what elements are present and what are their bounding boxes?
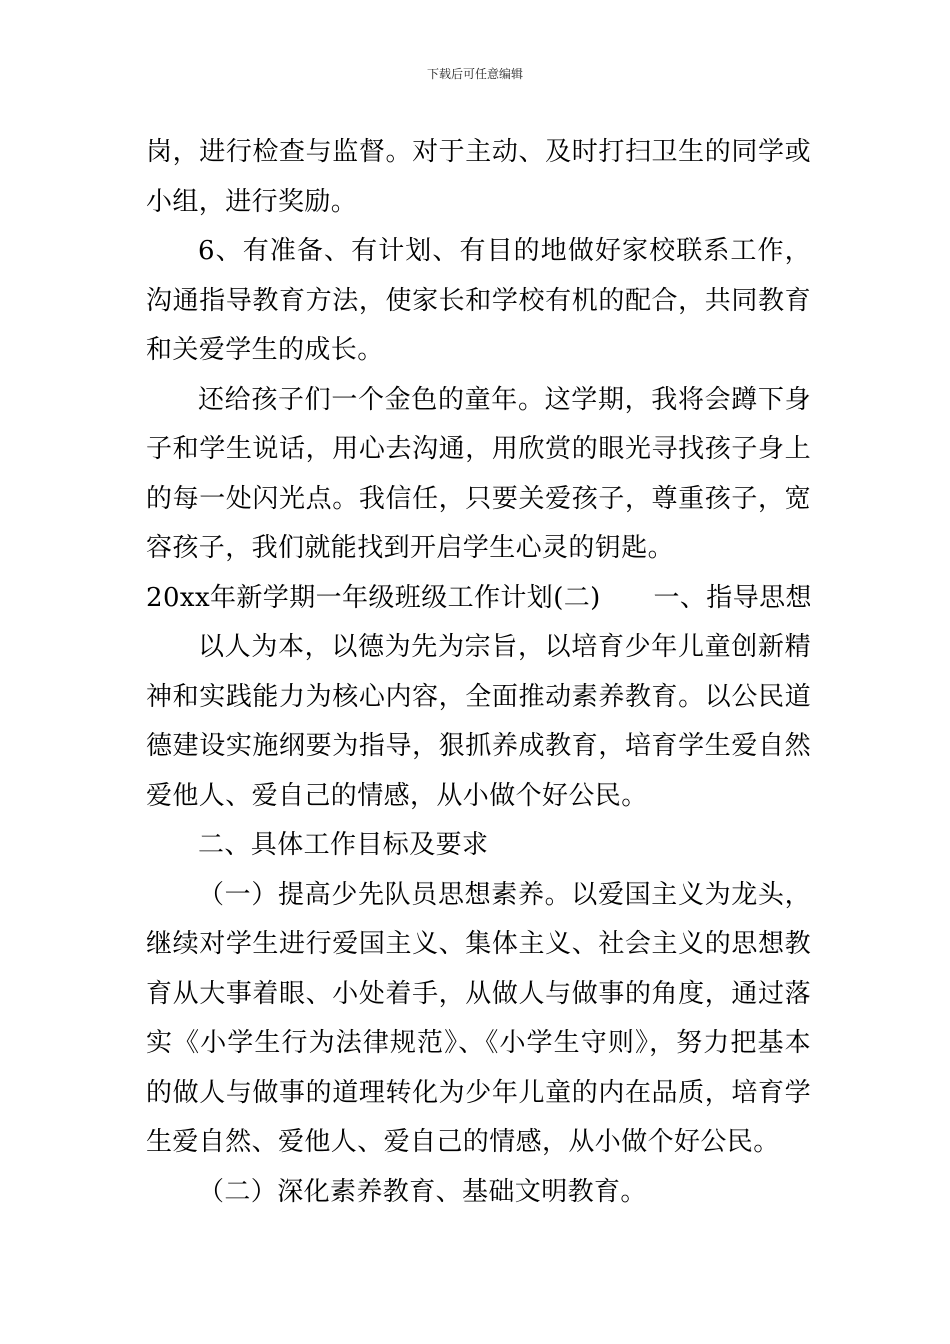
paragraph-goal-2: （二）深化素养教育、基础文明教育。	[198, 1176, 647, 1207]
document-body	[146, 128, 811, 1217]
section-title-line: 20xx年新学期一年级班级工作计划(二) 一、指导思想	[146, 582, 812, 613]
page-header: 下载后可任意编辑	[426, 67, 523, 81]
paragraph-3: 还给孩子们一个金色的童年。这学期，我将会蹲下身子和学生说话，用心去沟通，用欣赏的眼光寻找孩子身上的每一处闪光点。我信任，只要关爱孩子，尊重孩子，宽容孩子，我们就能找到开启学生心灵的钥匙。	[146, 384, 811, 563]
paragraph-goal-1: （一）提高少先队员思想素养。以爱国主义为龙头，继续对学生进行爱国主义、集体主义、社会主义的思想教育从大事着眼、小处着手，从做人与做事的角度，通过落实《小学生行为法律规范》、《小学生守则》，努力把基本的做人与做事的道理转化为少年儿童的内在品质，培育学生爱自然、爱他人、爱自己的情感，从小做个好公民。	[146, 879, 811, 1157]
paragraph-1: 岗，进行检查与监督。对于主动、及时打扫卫生的同学或小组，进行奖励。	[146, 137, 811, 217]
paragraph-2: 6、有准备、有计划、有目的地做好家校联系工作，沟通指导教育方法，使家长和学校有机的配合，共同教育和关爱学生的成长。	[146, 236, 811, 365]
section-heading-goals: 二、具体工作目标及要求	[198, 830, 489, 860]
paragraph-guiding-thought: 以人为本，以德为先为宗旨，以培育少年儿童创新精神和实践能力为核心内容，全面推动素养教育。以公民道德建设实施纲要为指导，狠抓养成教育，培育学生爱自然爱他人、爱自己的情感，从小做个好公民。	[146, 632, 811, 811]
